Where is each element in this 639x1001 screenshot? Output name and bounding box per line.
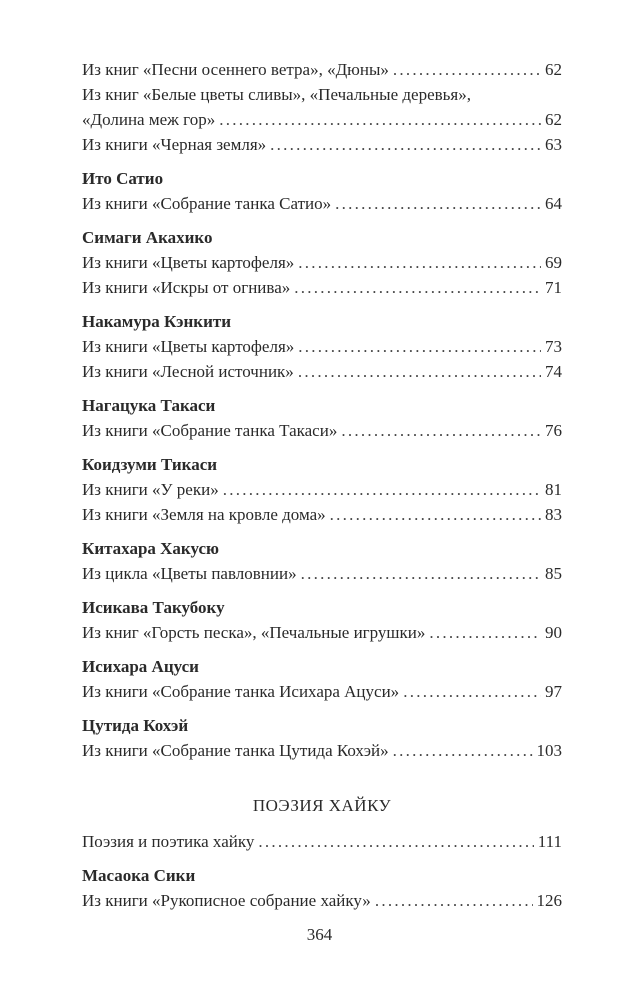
entry-title: Из книг «Песни осеннего ветра», «Дюны» (82, 60, 389, 79)
dot-leader (258, 829, 533, 854)
entry-page: 126 (536, 891, 562, 910)
entry-page: 97 (545, 682, 562, 701)
dot-leader (294, 275, 541, 300)
entry-page: 111 (537, 832, 562, 851)
entry-title: Из книги «Рукописное собрание хайку» (82, 891, 371, 910)
toc-entry[interactable] (82, 502, 562, 527)
toc-entry[interactable] (82, 57, 562, 82)
entry-title: Из цикла «Цветы павловнии» (82, 564, 297, 583)
entry-title: Из книги «Цветы картофеля» (82, 253, 295, 272)
entry-page: 103 (536, 741, 562, 760)
toc-group (82, 57, 562, 157)
dot-leader (298, 334, 541, 359)
entry-page: 81 (545, 480, 562, 499)
entry-page: 74 (545, 362, 562, 381)
toc-entry[interactable] (82, 250, 562, 275)
entry-page: 85 (545, 564, 562, 583)
toc-group (82, 863, 562, 913)
toc-group (82, 225, 562, 300)
toc-entry[interactable] (82, 275, 562, 300)
toc-entry[interactable] (82, 679, 562, 704)
dot-leader (393, 738, 533, 763)
entry-title: Из книги «Собрание танка Сатио» (82, 194, 332, 213)
entry-title: Из книги «Лесной источник» (82, 362, 294, 381)
entry-page: 76 (545, 421, 562, 440)
dot-leader (403, 679, 541, 704)
section-title: ПОЭЗИЯ ХАЙКУ (252, 796, 392, 815)
toc-group (82, 654, 562, 704)
author-heading: Коидзуми Тикаси (82, 455, 218, 474)
entry-title: Поэзия и поэтика хайку (82, 832, 255, 851)
dot-leader (223, 477, 541, 502)
dot-leader (298, 359, 541, 384)
entry-page: 69 (545, 253, 562, 272)
entry-page: 62 (545, 60, 562, 79)
entry-page: 73 (545, 337, 562, 356)
dot-leader (335, 191, 541, 216)
toc-entry[interactable] (82, 738, 562, 763)
toc-group (82, 829, 562, 854)
entry-title: Из книги «Искры от огнива» (82, 278, 291, 297)
author-heading: Китахара Хакусю (82, 539, 220, 558)
entry-title: Из книги «Черная земля» (82, 135, 267, 154)
dot-leader (219, 107, 541, 132)
toc-entry[interactable] (82, 888, 562, 913)
toc-entry[interactable] (82, 477, 562, 502)
author-heading: Симаги Акахико (82, 228, 213, 247)
entry-page: 90 (545, 623, 562, 642)
dot-leader (375, 888, 533, 913)
dot-leader (298, 250, 541, 275)
toc-entry[interactable] (82, 334, 562, 359)
toc-group (82, 595, 562, 645)
entry-title: Из книг «Горсть песка», «Печальные игрушки» (82, 623, 426, 642)
entry-title: Из книги «У реки» (82, 480, 219, 499)
author-heading: Исихара Ацуси (82, 657, 199, 676)
page-number: 364 (306, 925, 333, 944)
dot-leader (393, 57, 541, 82)
entry-page: 62 (545, 110, 562, 129)
entry-title: Из книги «Цветы картофеля» (82, 337, 295, 356)
entry-title: Из книги «Собрание танка Исихара Ацуси» (82, 682, 400, 701)
author-heading: Исикава Такубоку (82, 598, 225, 617)
toc-group (82, 452, 562, 527)
toc-entry[interactable] (82, 132, 562, 157)
author-heading: Масаока Сики (82, 866, 196, 885)
author-heading: Цутида Кохэй (82, 716, 189, 735)
toc-entry[interactable] (82, 359, 562, 384)
entry-page: 71 (545, 278, 562, 297)
toc-group (82, 393, 562, 443)
author-heading: Нагацука Такаси (82, 396, 216, 415)
entry-page: 83 (545, 505, 562, 524)
entry-title-line: Из книг «Белые цветы сливы», «Печальные деревья», (82, 85, 471, 104)
author-heading: Ито Сатио (82, 169, 164, 188)
entry-title: «Долина меж гор» (82, 110, 216, 129)
entry-page: 64 (545, 194, 562, 213)
entry-title: Из книги «Собрание танка Цутида Кохэй» (82, 741, 389, 760)
toc-entry[interactable] (82, 829, 562, 854)
entry-title: Из книги «Земля на кровле дома» (82, 505, 326, 524)
toc-entry[interactable] (82, 107, 562, 132)
toc-entry[interactable] (82, 191, 562, 216)
toc-entry[interactable] (82, 418, 562, 443)
dot-leader (429, 620, 541, 645)
table-of-contents (82, 57, 562, 913)
author-heading: Накамура Кэнкити (82, 312, 232, 331)
toc-group (82, 309, 562, 384)
dot-leader (341, 418, 541, 443)
toc-group (82, 536, 562, 586)
entry-page: 63 (545, 135, 562, 154)
dot-leader (270, 132, 541, 157)
toc-entry[interactable] (82, 561, 562, 586)
dot-leader (301, 561, 541, 586)
toc-entry[interactable] (82, 620, 562, 645)
dot-leader (330, 502, 541, 527)
toc-group (82, 713, 562, 763)
toc-group (82, 166, 562, 216)
entry-title: Из книги «Собрание танка Такаси» (82, 421, 338, 440)
